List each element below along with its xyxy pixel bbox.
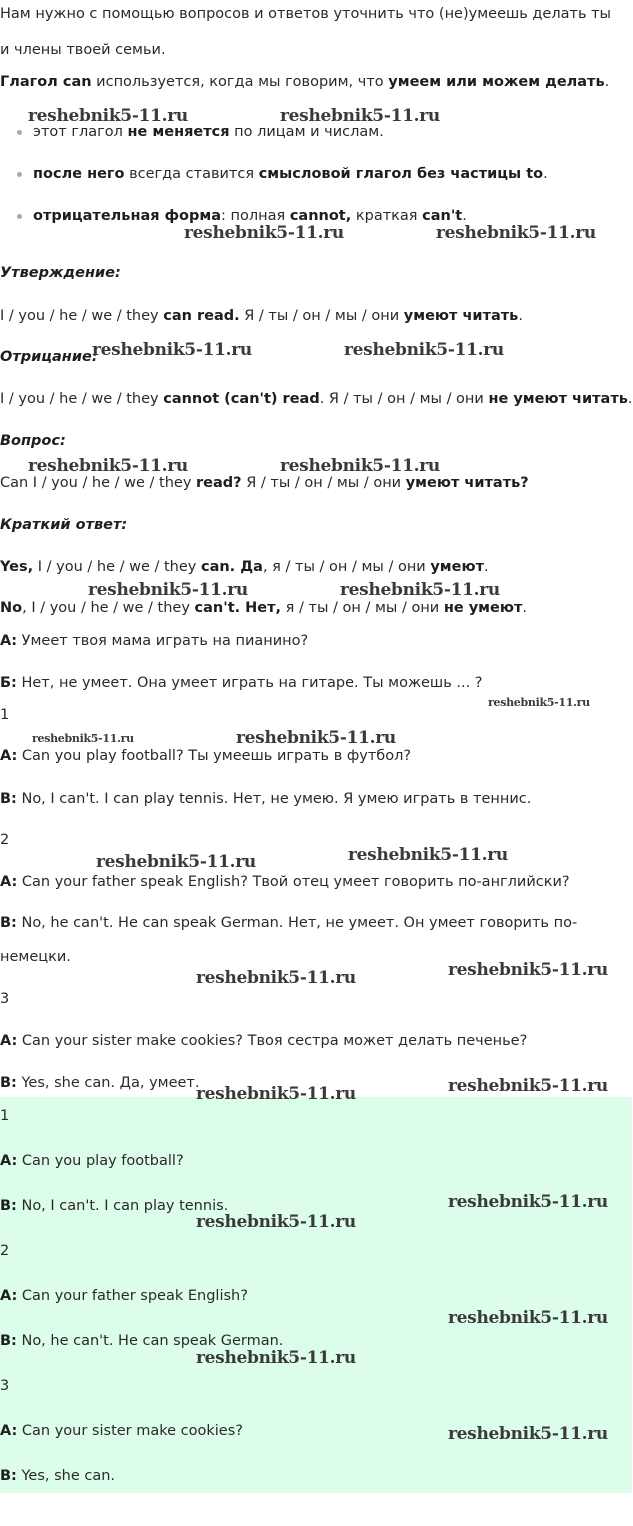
bullet-3: отрицательная форма: полная cannot, краткая can't. [33, 208, 467, 224]
example-b: Б: Нет, не умеет. Она умеет играть на гитаре. Ты можешь ... ? [0, 675, 483, 691]
watermark: reshebnik5-11.ru [32, 732, 134, 745]
translation-a3: B: Yes, she can. Да, умеет. [0, 1075, 200, 1091]
question-example: Can I / you / he / we / they read? Я / ты / он / мы / они умеют читать? [0, 475, 529, 491]
translation-q3: A: Can your sister make cookies? Твоя сестра может делать печенье? [0, 1033, 528, 1049]
watermark: reshebnik5-11.ru [184, 223, 344, 243]
answer-q3: A: Can your sister make cookies? [0, 1423, 243, 1439]
watermark: reshebnik5-11.ru [28, 106, 188, 126]
answer-number: 1 [0, 1108, 10, 1124]
bullet-1: этот глагол не меняется по лицам и числам. [33, 124, 384, 140]
item-number: 1 [0, 707, 10, 723]
affirmative-example: I / you / he / we / they can read. Я / ты / он / мы / они умеют читать. [0, 308, 523, 324]
translation-a1: B: No, I can't. I can play tennis. Нет, не умею. Я умею играть в теннис. [0, 791, 532, 807]
watermark: reshebnik5-11.ru [196, 968, 356, 988]
answer-q2: A: Can your father speak English? [0, 1288, 248, 1304]
rule-text: Глагол can используется, когда мы говорим, что умеем или можем делать. [0, 74, 610, 90]
answer-a1: B: No, I can't. I can play tennis. [0, 1198, 229, 1214]
intro-line-2: и члены твоей семьи. [0, 42, 166, 58]
watermark: reshebnik5-11.ru [448, 1192, 608, 1212]
affirmative-heading: Утверждение: [0, 265, 121, 281]
translation-q1: A: Can you play football? Ты умеешь играть в футбол? [0, 748, 412, 764]
bullet-dot [17, 172, 22, 177]
negative-example: I / you / he / we / they cannot (can't) read. Я / ты / он / мы / они не умеют читать. [0, 391, 633, 407]
watermark: reshebnik5-11.ru [280, 456, 440, 476]
watermark: reshebnik5-11.ru [92, 340, 252, 360]
answer-number: 2 [0, 1243, 10, 1259]
translation-a2: B: No, he can't. He can speak German. Нет, не умеет. Он умеет говорить по- [0, 915, 578, 931]
watermark: reshebnik5-11.ru [448, 1308, 608, 1328]
watermark: reshebnik5-11.ru [96, 852, 256, 872]
watermark: reshebnik5-11.ru [448, 1424, 608, 1444]
bullet-dot [17, 214, 22, 219]
watermark: reshebnik5-11.ru [280, 106, 440, 126]
watermark: reshebnik5-11.ru [344, 340, 504, 360]
watermark: reshebnik5-11.ru [88, 580, 248, 600]
example-a: А: Умеет твоя мама играть на пианино? [0, 633, 309, 649]
short-answer-heading: Краткий ответ: [0, 517, 128, 533]
translation-q2: A: Can your father speak English? Твой отец умеет говорить по-английски? [0, 874, 570, 890]
watermark: reshebnik5-11.ru [348, 845, 508, 865]
watermark: reshebnik5-11.ru [340, 580, 500, 600]
translation-a2-cont: немецки. [0, 949, 71, 965]
watermark: reshebnik5-11.ru [196, 1348, 356, 1368]
watermark: reshebnik5-11.ru [196, 1212, 356, 1232]
item-number: 2 [0, 832, 10, 848]
watermark: reshebnik5-11.ru [28, 456, 188, 476]
item-number: 3 [0, 991, 10, 1007]
watermark: reshebnik5-11.ru [236, 728, 396, 748]
watermark: reshebnik5-11.ru [436, 223, 596, 243]
question-heading: Вопрос: [0, 433, 66, 449]
answer-number: 3 [0, 1378, 10, 1394]
answer-q1: A: Can you play football? [0, 1153, 184, 1169]
short-answer-yes: Yes, I / you / he / we / they can. Да, я / ты / он / мы / они умеют. [0, 559, 489, 575]
negative-heading: Отрицание: [0, 349, 98, 365]
watermark: reshebnik5-11.ru [488, 696, 590, 709]
answer-a2: B: No, he can't. He can speak German. [0, 1333, 284, 1349]
watermark: reshebnik5-11.ru [448, 960, 608, 980]
intro-line-1: Нам нужно с помощью вопросов и ответов уточнить что (не)умеешь делать ты [0, 6, 612, 22]
short-answer-no: No, I / you / he / we / they can't. Нет, я / ты / он / мы / они не умеют. [0, 600, 527, 616]
bullet-2: после него всегда ставится смысловой глагол без частицы to. [33, 166, 548, 182]
answer-a3: B: Yes, she can. [0, 1468, 116, 1484]
watermark: reshebnik5-11.ru [196, 1084, 356, 1104]
watermark: reshebnik5-11.ru [448, 1076, 608, 1096]
bullet-dot [17, 130, 22, 135]
